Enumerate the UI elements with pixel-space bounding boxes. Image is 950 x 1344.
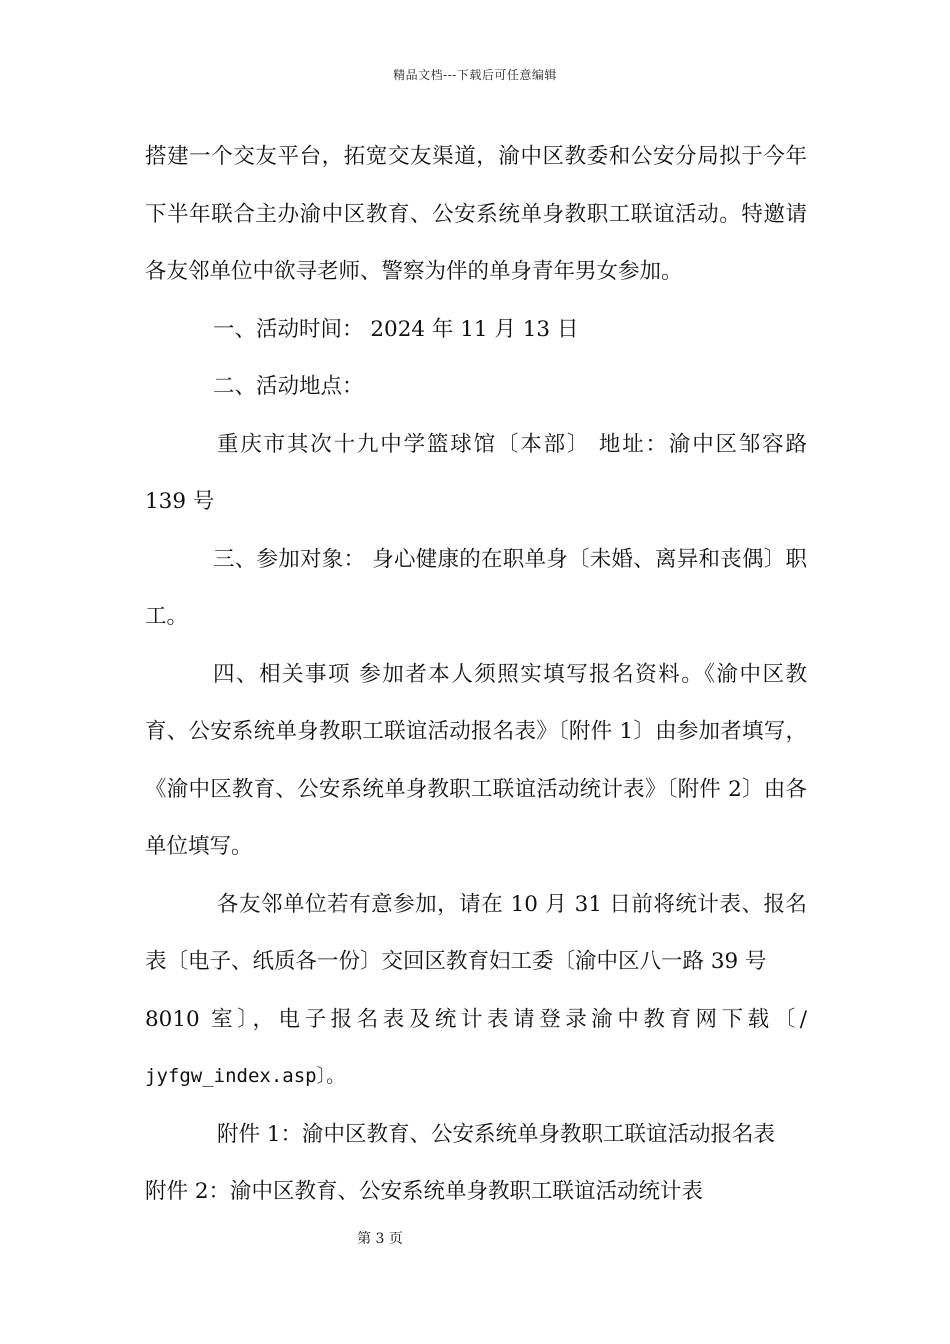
document-body: [145, 128, 807, 1221]
paragraph-submission: 各友邻单位若有意参加，请在 10 月 31 日前将统计表、报名表〔电子、纸质各一份〕交回区教育妇工委〔渝中区八一路 39 号: [145, 891, 807, 974]
paragraph-related-matters: 四、相关事项 参加者本人须照实填写报名资料。《渝中区教育、公安系统单身教职工联谊活动报名表》〔附件 1〕由参加者填写，《渝中区教育、公安系统单身教职工联谊活动统计表》〔附件 2〕由各单位填写。: [145, 661, 807, 859]
paragraph-activity-time: 一、活动时间： 2024 年 11 月 13 日: [213, 316, 579, 342]
attachment-2: 附件 2：渝中区教育、公安系统单身教职工联谊活动统计表: [145, 1179, 704, 1204]
paragraph-participants: 三、参加对象： 身心健康的在职单身〔未婚、离异和丧偶〕职工。: [145, 546, 807, 629]
paragraph-activity-location: 重庆市其次十九中学篮球馆〔本部〕 地址：渝中区邹容路 139 号: [145, 431, 807, 514]
paragraph-intro: 搭建一个交友平台，拓宽交友渠道，渝中区教委和公安分局拟于今年下半年联合主办渝中区教育、公安系统单身教职工联谊活动。特邀请各友邻单位中欲寻老师、警察为伴的单身青年男女参加。: [145, 144, 807, 284]
attachment-1: 附件 1：渝中区教育、公安系统单身教职工联谊活动报名表: [217, 1121, 776, 1147]
paragraph-submission-line: 8010 室〕，电子报名表及统计表请登录渝中教育网下载〔/: [145, 1006, 807, 1032]
paragraph-submission-url: jyfgw_index.asp〕。: [145, 1065, 346, 1087]
page-header: 精品文档---下载后可任意编辑: [393, 68, 557, 82]
page-number: 第 3 页: [357, 1231, 403, 1247]
paragraph-activity-location-heading: 二、活动地点：: [213, 374, 364, 399]
